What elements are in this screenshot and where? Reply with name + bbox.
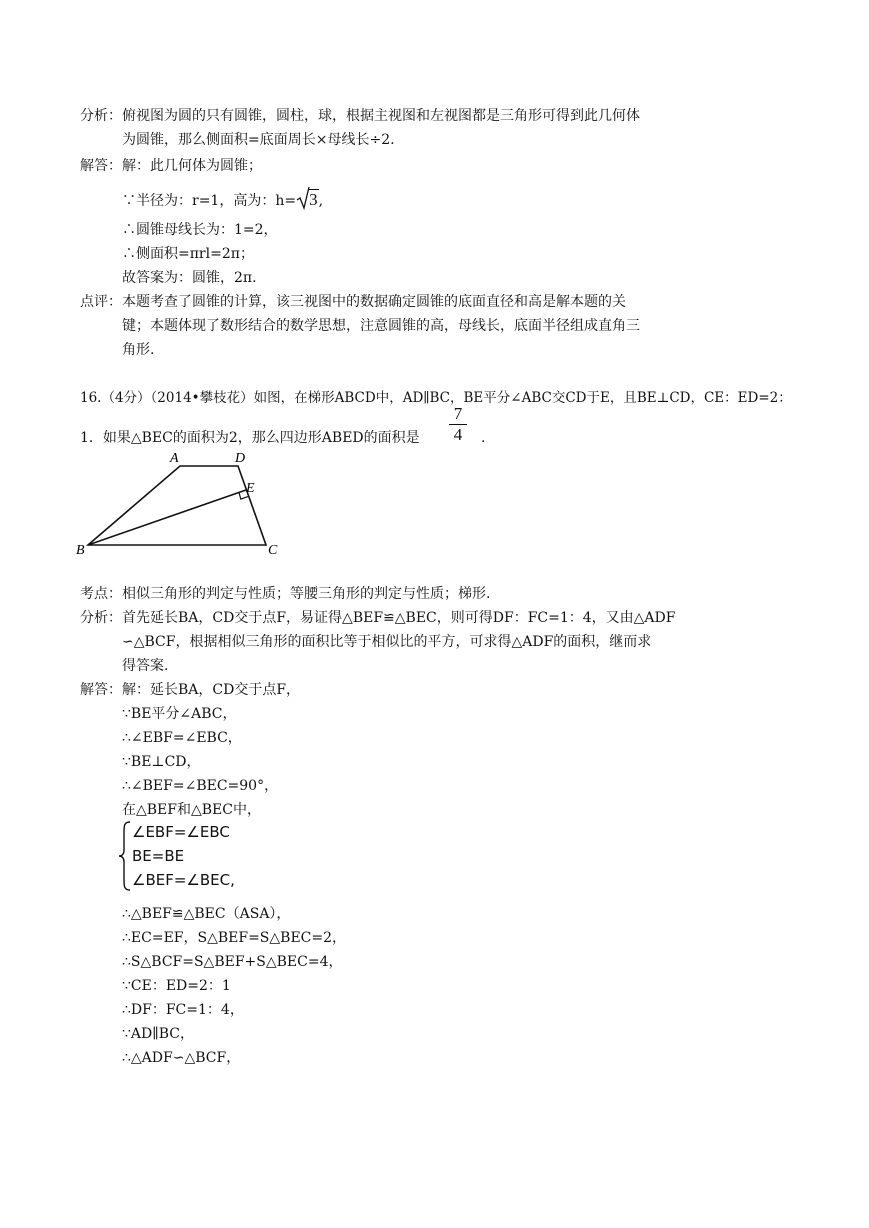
analysis2-line-2: ∽△BCF，根据相似三角形的面积比等于相似比的平方，可求得△ADF的面积，继而求 <box>122 634 652 650</box>
solution2-line-12: ∵AD∥BC， <box>122 1026 194 1042</box>
system-eq-3: ∠BEF=∠BEC, <box>132 871 235 889</box>
solution-line-1: 解答：解：此几何体为圆锥； <box>80 158 262 174</box>
solution-line-4: ∴侧面积=πrl=2π； <box>122 246 254 262</box>
system-eq-2: BE=BE <box>132 847 185 865</box>
problem-16-line-2 <box>80 428 420 448</box>
solution2-line-8: ∴EC=EF，S△BEF=S△BEC=2， <box>122 930 347 946</box>
kaodian-line: 考点：相似三角形的判定与性质；等腰三角形的判定与性质；梯形. <box>80 586 491 602</box>
sqrt-value: 3 <box>309 190 318 209</box>
solution2-line-10: ∵CE：ED=2：1 <box>122 978 231 994</box>
sqrt-sign <box>296 186 310 210</box>
label-b: B <box>76 543 85 558</box>
solution-line-2 <box>122 190 323 211</box>
answer-denominator: 4 <box>453 425 463 444</box>
solution2-line-1: 解答：解：延长BA，CD交于点F， <box>80 682 301 698</box>
solution2-line-13: ∴△ADF∽△BCF， <box>122 1050 241 1066</box>
problem-16-line-2-tail: . <box>481 430 486 446</box>
solution-line-3: ∴圆锥母线长为：1=2， <box>122 222 278 238</box>
solution2-line-11: ∴DF：FC=1：4， <box>122 1002 244 1018</box>
analysis-line-1: 分析：俯视图为圆的只有圆锥，圆柱，球，根据主视图和左视图都是三角形可得到此几何体 <box>80 108 640 124</box>
solution2-line-6: 在△BEF和△BEC中， <box>122 802 261 818</box>
problem-16-question: 1．如果△BEC的面积为2，那么四边形ABED的面积是 <box>80 430 420 446</box>
segment-be <box>88 490 246 545</box>
comment-line-2: 键；本题体现了数形结合的数学思想，注意圆锥的高，母线长，底面半径组成直角三 <box>122 318 640 334</box>
solution2-line-9: ∴S△BCF=S△BEF+S△BEC=4， <box>122 954 343 970</box>
answer-numerator: 7 <box>453 404 463 423</box>
label-e: E <box>246 481 255 496</box>
solution2-line-4: ∵BE⊥CD， <box>122 754 201 770</box>
solution2-line-5: ∴∠BEF=∠BEC=90°， <box>122 778 279 794</box>
solution-line-5: 故答案为：圆锥，2π. <box>122 270 257 286</box>
label-a: A <box>170 451 179 466</box>
solution-line-2-tail: , <box>318 193 324 209</box>
problem-16-line-1: 16.（4分）（2014•攀枝花）如图，在梯形ABCD中，AD∥BC，BE平分∠ABC交CD于E，且BE⊥CD，CE：ED=2： <box>80 390 792 406</box>
solution-radius-height: ∵半径为：r=1，高为：h= <box>122 193 297 209</box>
trapezoid-outline <box>88 466 266 545</box>
answer-fraction <box>449 405 467 444</box>
solution2-line-2: ∵BE平分∠ABC， <box>122 706 237 722</box>
trapezoid-figure <box>70 448 290 560</box>
analysis-line-2: 为圆锥，那么侧面积=底面周长×母线长÷2. <box>122 132 395 148</box>
solution2-line-7: ∴△BEF≌△BEC（ASA）， <box>122 906 291 922</box>
comment-line-3: 角形. <box>122 342 155 358</box>
sqrt-expression <box>297 190 319 211</box>
solution2-line-3: ∴∠EBF=∠EBC， <box>122 730 242 746</box>
label-c: C <box>268 543 278 558</box>
analysis2-line-3: 得答案. <box>122 658 169 674</box>
label-d: D <box>235 451 246 466</box>
analysis2-line-1: 分析：首先延长BA，CD交于点F，易证得△BEF≌△BEC，则可得DF：FC=1：4，又由△ADF <box>80 610 676 626</box>
system-eq-1: ∠EBF=∠EBC <box>132 823 230 841</box>
comment-line-1: 点评：本题考查了圆锥的计算，该三视图中的数据确定圆锥的底面直径和高是解本题的关 <box>80 294 626 310</box>
system-brace <box>118 820 132 892</box>
